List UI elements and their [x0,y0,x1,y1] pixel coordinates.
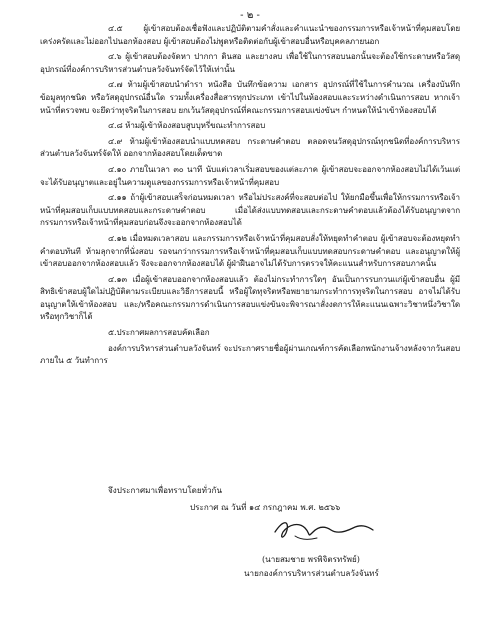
signatory-title: นายกองค์การบริหารส่วนตำบลวังจันทร์ [244,568,379,578]
paragraph-5-body: องค์การบริหารส่วนตำบลวังจันทร์ จะประกาศรายชื่อผู้ผ่านเกณฑ์การคัดเลือกพนักงานจ้างหลังจากวันสอบ ภายใน ๕ วันทำการ [40,342,460,366]
paragraph-4-8: ๔.๘ ห้ามผู้เข้าห้องสอบสูบบุหรี่ขณะทำการสอบ [108,120,266,131]
paragraph-4-5: ๔.๕ ผู้เข้าสอบต้องเชื่อฟังและปฏิบัติตามคำสั่งและคำแนะนำของกรรมการหรือเจ้าหน้าที่คุมสอบโดยเคร่งครัดและไม่ออกไปนอกห้องสอบ ผู้เข้าสอบต้องไม่พูดหรือติดต่อกับผู้เข้าสอบอื่นหรือบุคคลภายนอก [40,23,460,46]
paragraph-4-11: ๔.๑๑ ถ้าผู้เข้าสอบเสร็จก่อนหมดเวลา หรือไม่ประสงค์ที่จะสอบต่อไป ให้ยกมือขึ้นเพื่อให้กรรมการหรือเจ้าหน้าที่คุมสอบเก็บแบบทดสอบและกระดาษคำตอบ เมื่อได้ส่งแบบทดสอบและกระดาษคำตอบแล้วต้องได้รับอนุญาตจากกรรมการหรือเจ้าหน้าที่คุมสอบก่อนจึงจะออกจากห้องสอบได้ [40,192,460,228]
paragraph-4-10: ๔.๑๐ ภายในเวลา ๓๐ นาที นับแต่เวลาเริ่มสอบของแต่ละภาค ผู้เข้าสอบจะออกจากห้องสอบไม่ได้เว้นแต่จะได้รับอนุญาตและอยู่ในความดูแลของกรรมการหรือเจ้าหน้าที่คุมสอบ [40,163,460,187]
body-text [40,22,460,370]
closing-line: จึงประกาศมาเพื่อทราบโดยทั่วกัน [108,485,222,495]
section-5-heading: ๕.ประกาศผลการสอบคัดเลือก [108,327,210,338]
paragraph-4-9: ๔.๙ ห้ามผู้เข้าห้องสอบนำแบบทดสอบ กระดาษคำตอบ ตลอดจนวัสดุอุปกรณ์ทุกชนิดที่องค์การบริหารส่วนตำบลวังจันทร์จัดให้ ออกจากห้องสอบโดยเด็ดขาด [40,135,460,159]
paragraph-4-13: ๔.๑๓ เมื่อผู้เข้าสอบออกจากห้องสอบแล้ว ต้องไม่กระทำการใดๆ อันเป็นการรบกวนแก่ผู้เข้าสอบอื่น ผู้มีสิทธิเข้าสอบผู้ใดไม่ปฏิบัติตามระเบียบและวิธีการสอบนี้ หรือผู้ใดทุจริตหรือพยายามกระทำการทุจริตในการสอบ อาจไม่ได้รับอนุญาตให้เข้าห้องสอบ และ/หรือคณะกรรมการดำเนินการสอบแข่งขันจะพิจารณาสั่งงดการให้คะแนนเฉพาะวิชาหนึ่งวิชาใดหรือทุกวิชาก็ได้ [40,273,460,322]
closing-block [40,484,460,513]
signature-mark [265,512,385,546]
page-number: - ๒ - [240,10,260,21]
paragraph-4-12: ๔.๑๒ เมื่อหมดเวลาสอบ และกรรมการหรือเจ้าหน้าที่คุมสอบสั่งให้หยุดทำคำตอบ ผู้เข้าสอบจะต้องหยุดทำคำตอบทันที ห้ามลุกจากที่นั่งสอบ รอจนกว่ากรรมการหรือเจ้าหน้าที่คุมสอบเก็บแบบทดสอบกระดาษคำตอบ และอนุญาตให้ผู้เข้าสอบออกจากห้องสอบแล้ว จึงจะออกจากห้องสอบได้ ผู้ฝ่าฝืนอาจไม่ได้รับการตรวจให้คะแนนสำหรับการสอบภาคนั้น [40,232,460,269]
paragraph-4-7: ๔.๗ ห้ามผู้เข้าสอบนำตำรา หนังสือ บันทึกข้อความ เอกสาร อุปกรณ์ที่ใช้ในการคำนวณ เครื่องบันทึกข้อมูลทุกชนิด หรือวัสดุอุปกรณ์อื่นใด รวมทั้งเครื่องสื่อสารทุกประเภท เข้าไปในห้องสอบและระหว่างดำเนินการสอบ หากเจ้าหน้าที่ตรวจพบ จะยึดว่าทุจริตในการสอบ ยกเว้นวัสดุอุปกรณ์ที่คณะกรรมการสอบแข่งขันฯ กำหนดให้นำเข้าห้องสอบได้ [40,79,460,115]
dated-line: ประกาศ ณ วันที่ ๑๔ กรกฎาคม พ.ศ. ๒๕๖๖ [190,501,341,512]
paragraph-4-6: ๔.๖ ผู้เข้าสอบต้องจัดหา ปากกา ดินสอ และยางลบ เพื่อใช้ในการสอบนอกนั้นจะต้องใช้กระดาษหรือวัสดุอุปกรณ์ที่องค์การบริหารส่วนตำบลวังจันทร์จัดไว้ให้เท่านั้น [40,51,460,74]
signatory-name: (นายสมชาย พรพิจิตรทรัพย์) [262,554,360,564]
